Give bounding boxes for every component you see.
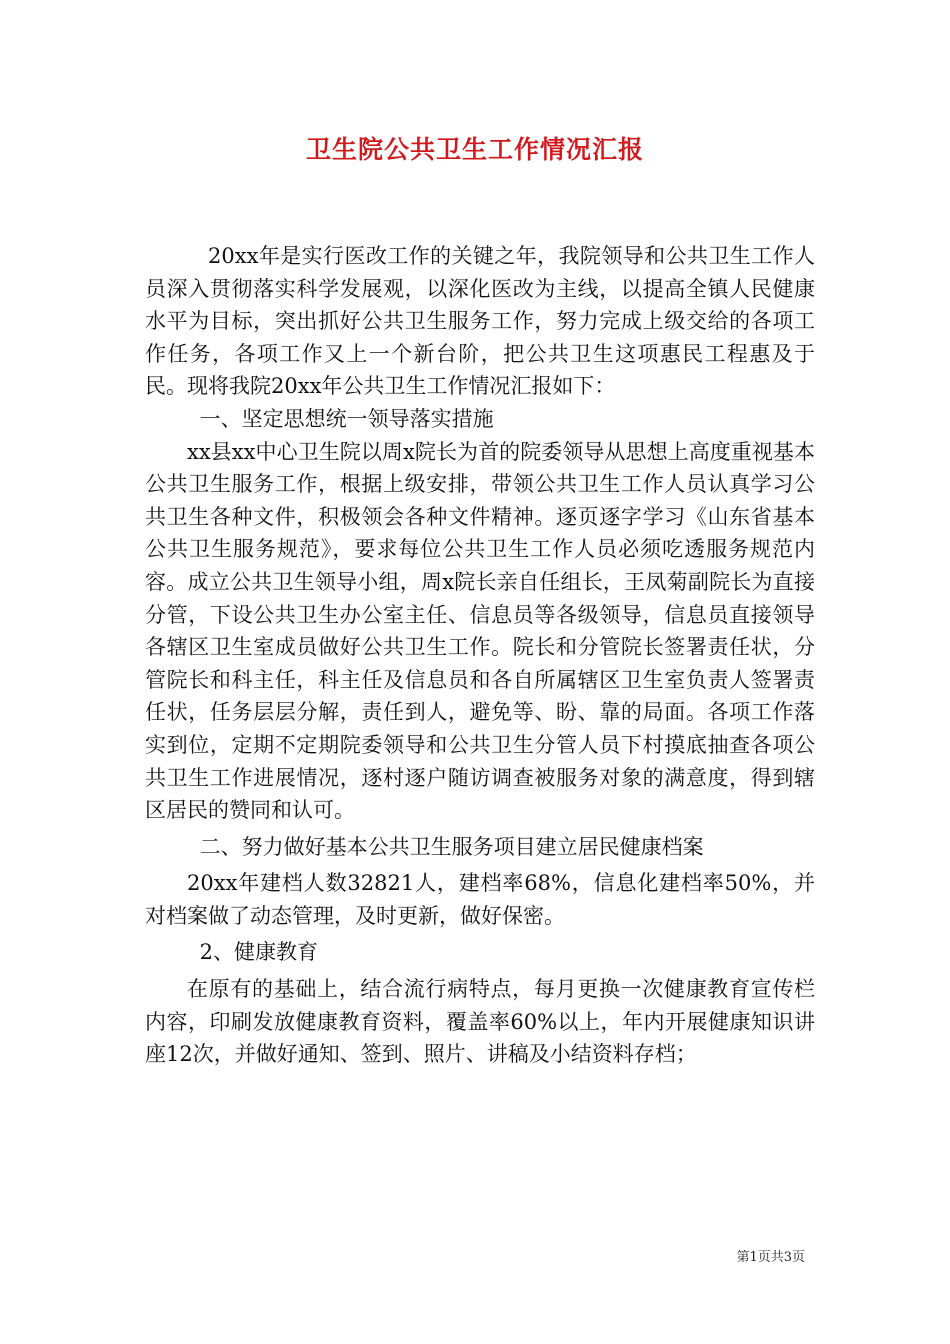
section-heading-1: 一、坚定思想统一领导落实措施 — [199, 406, 494, 431]
health-education-paragraph: 在原有的基础上，结合流行病特点，每月更换一次健康教育宣传栏内容，印刷发放健康教育资料，覆盖率60%以上，年内开展健康知识讲座12次，并做好通知、签到、照片、讲稿及小结资料存档； — [145, 977, 815, 1067]
document-body — [145, 240, 815, 1071]
subsection-heading-health-education: 2、健康教育 — [199, 940, 318, 965]
intro-paragraph: 20xx年是实行医改工作的关键之年，我院领导和公共卫生工作人员深入贯彻落实科学发展观，以深化医改为主线，以提高全镇人民健康水平为目标，突出抓好公共卫生服务工作，努力完成上级交给的各项工作任务，各项工作又上一个新台阶，把公共卫生这项惠民工程惠及于民。现将我院20xx年公共卫生工作情况汇报如下： — [145, 244, 815, 399]
document-title: 卫生院公共卫生工作情况汇报 — [305, 135, 644, 164]
section-2-paragraph: 20xx年建档人数32821人，建档率68%，信息化建档率50%，并对档案做了动态管理，及时更新，做好保密。 — [145, 871, 815, 928]
section-1-paragraph: xx县xx中心卫生院以周x院长为首的院委领导从思想上高度重视基本公共卫生服务工作，根据上级安排，带领公共卫生工作人员认真学习公共卫生各种文件，积极领会各种文件精神。逐页逐字学习《山东省基本公共卫生服务规范》，要求每位公共卫生工作人员必须吃透服务规范内容。成立公共卫生领导小组，周x院长亲自任组长，王凤菊副院长为直接分管，下设公共卫生办公室主任、信息员等各级领导，信息员直接领导各辖区卫生室成员做好公共卫生工作。院长和分管院长签署责任状，分管院长和科主任，科主任及信息员和各自所属辖区卫生室负责人签署责任状，任务层层分解，责任到人，避免等、盼、靠的局面。各项工作落实到位，定期不定期院委领导和公共卫生分管人员下村摸底抽查各项公共卫生工作进展情况，逐村逐户随访调查被服务对象的满意度，得到辖区居民的赞同和认可。 — [145, 439, 815, 823]
section-heading-2: 二、努力做好基本公共卫生服务项目建立居民健康档案 — [199, 834, 704, 859]
page-number-footer: 第1页共3页 — [736, 1250, 805, 1265]
